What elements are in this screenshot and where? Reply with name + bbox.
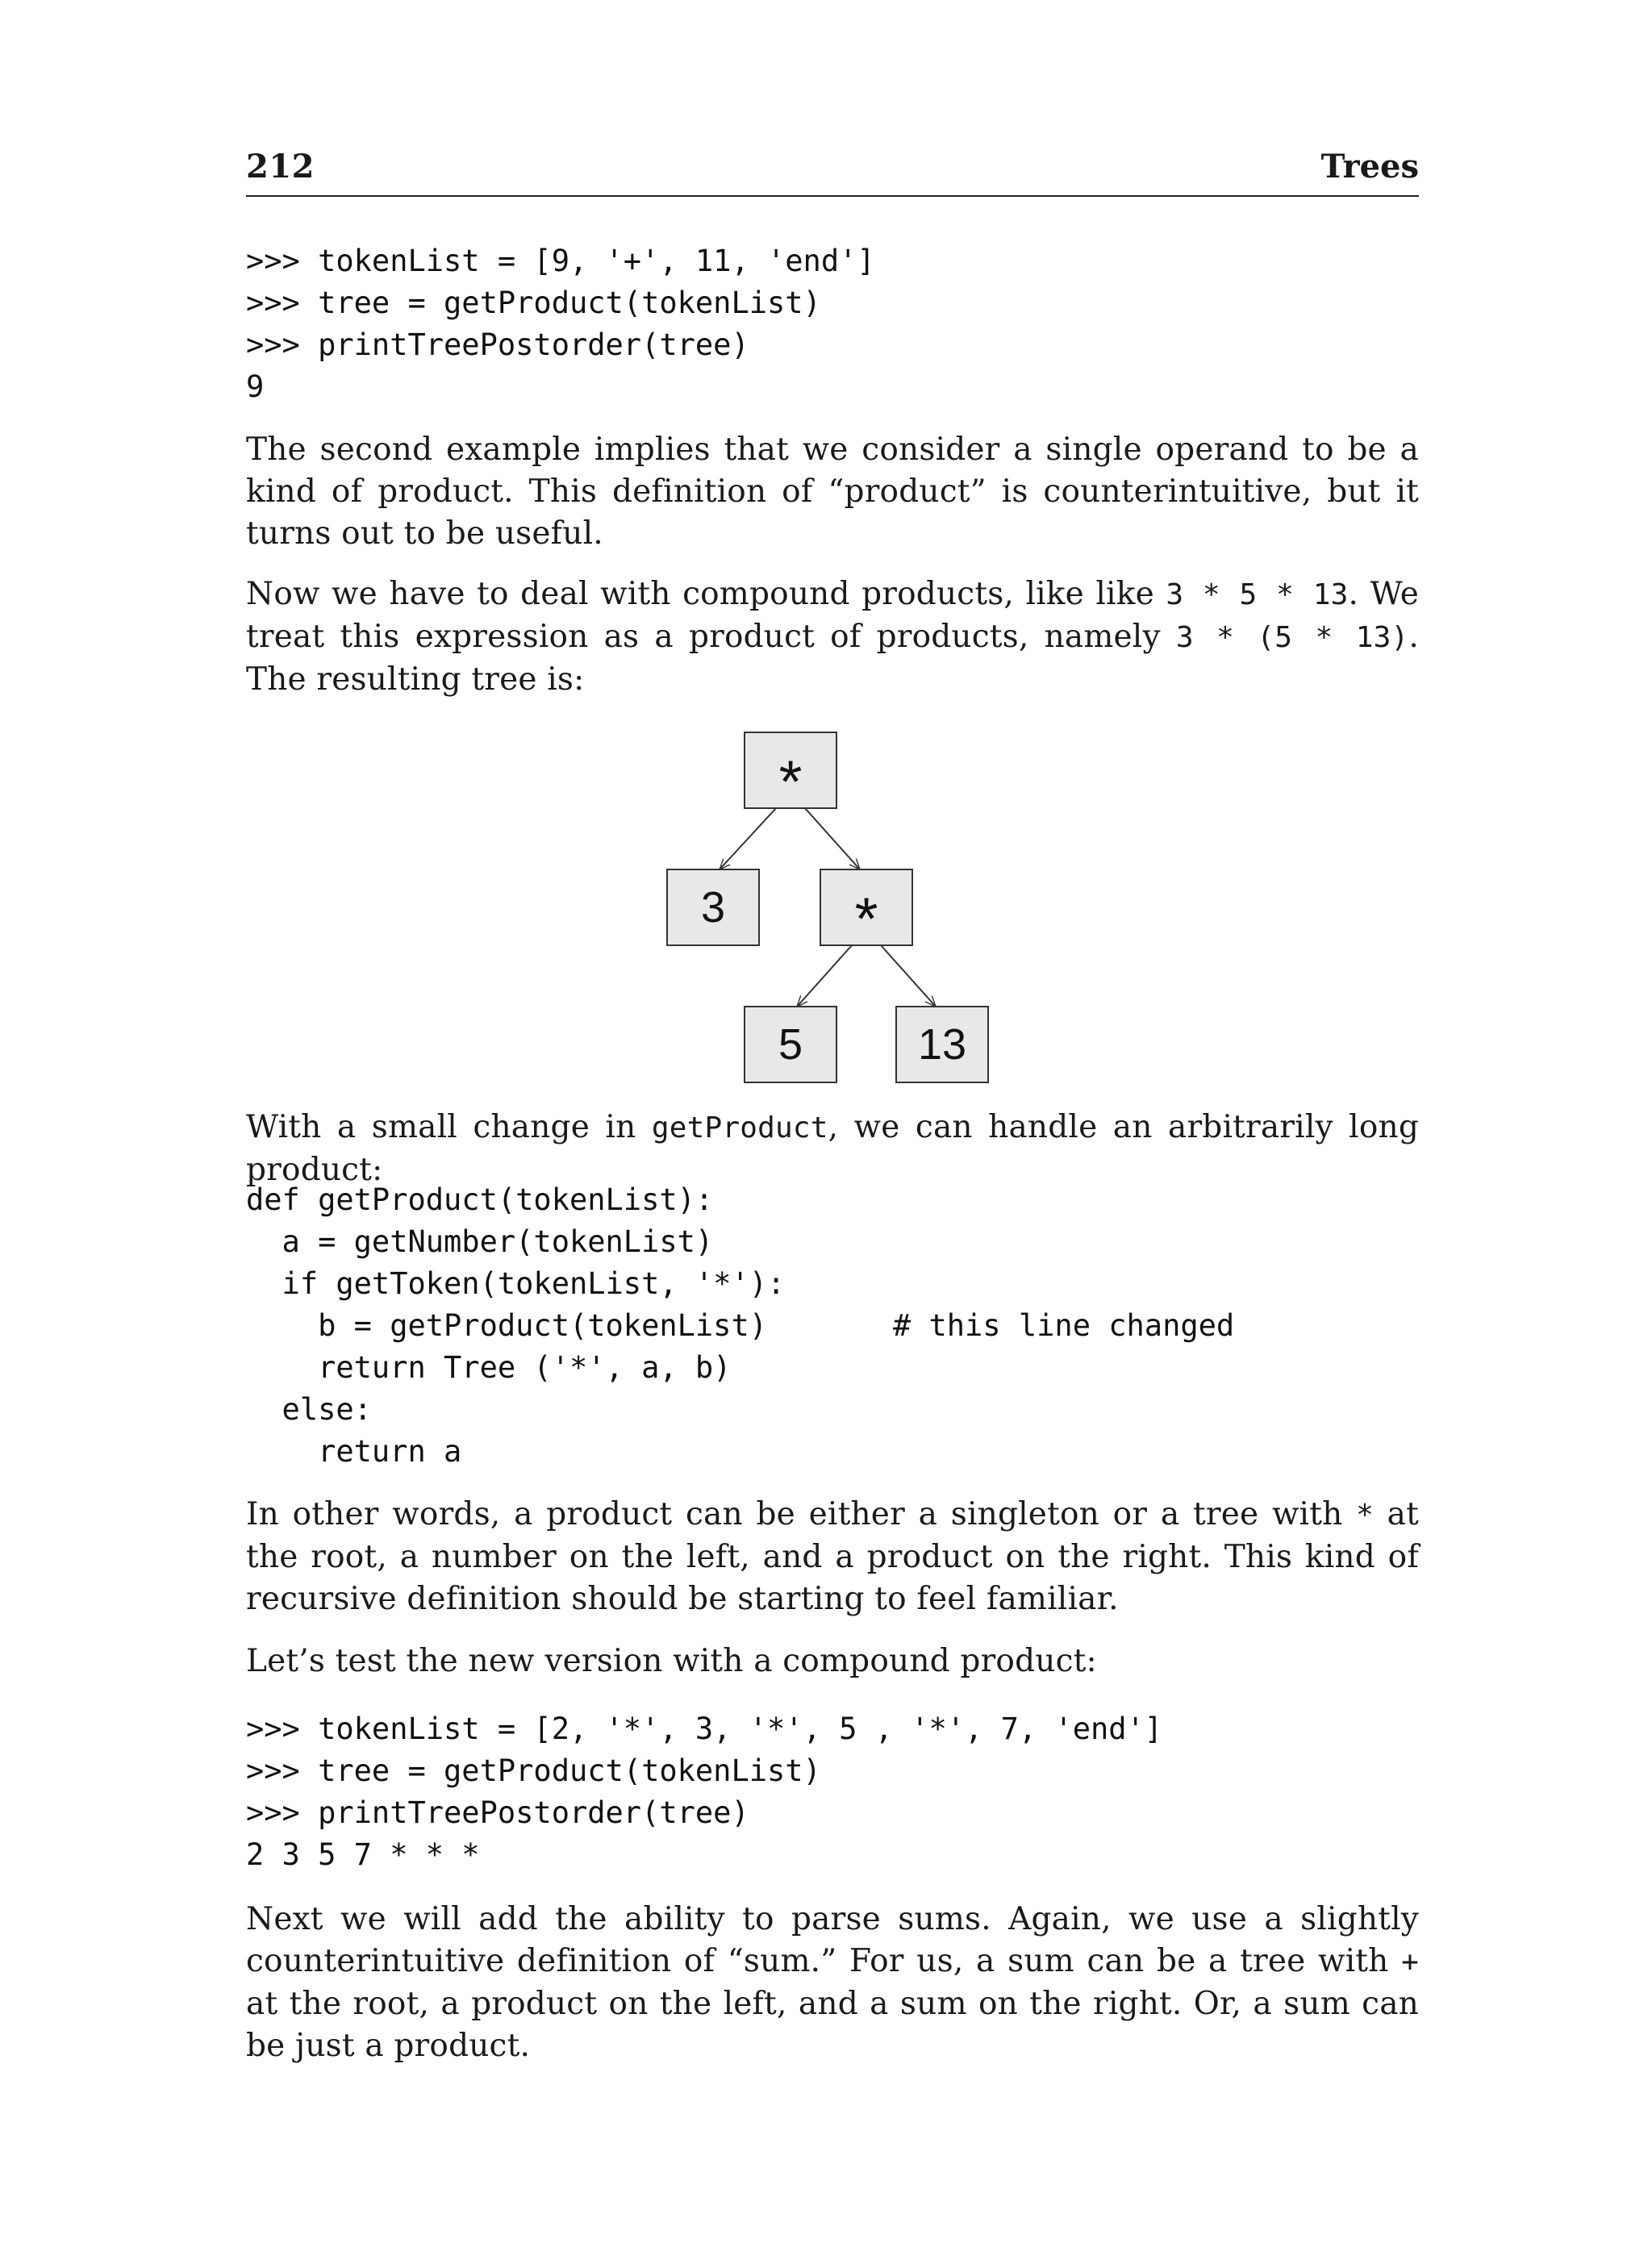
tree-node-label: * xyxy=(778,748,803,815)
code-block-example-1: >>> tokenList = [9, '+', 11, 'end'] >>> tree = getProduct(tokenList) >>> printTreePostorder(tree) 9 xyxy=(246,244,875,404)
paragraph-small-change: With a small change in getProduct, we can handle an arbitrarily long product: xyxy=(246,1109,1419,1188)
tree-node-root xyxy=(745,732,836,815)
paragraph-parse-sums: Next we will add the ability to parse sums. Again, we use a slightly counterintuitive definition of “sum.” For us, a sum can be a tree with + at the root, a product on the left, and a sum on the right. Or, a sum can be just a product. xyxy=(246,1901,1419,2064)
chapter-title: Trees xyxy=(1320,148,1419,186)
tree-node-right xyxy=(820,869,912,953)
tree-node-rr xyxy=(896,1007,988,1082)
code-block-example-2: >>> tokenList = [2, '*', 3, '*', 5 , '*', 7, 'end'] >>> tree = getProduct(tokenList) >>> printTreePostorder(tree) 2 3 5 7 * * * xyxy=(246,1712,1163,1872)
tree-node-left xyxy=(667,869,759,945)
inline-code: 3 * 5 * 13 xyxy=(1166,578,1349,611)
tree-edge xyxy=(881,945,936,1007)
inline-code: + xyxy=(1401,1945,1419,1978)
inline-code: * xyxy=(1356,1499,1374,1532)
tree-node-label: 3 xyxy=(700,883,726,932)
tree-node-label: 13 xyxy=(917,1020,967,1069)
tree-node-rl xyxy=(745,1007,836,1082)
inline-code: 3 * (5 * 13) xyxy=(1175,621,1409,654)
paragraph-lets-test: Let’s test the new version with a compound product: xyxy=(246,1643,1097,1679)
tree-edge xyxy=(797,945,852,1007)
tree-node-label: * xyxy=(854,885,878,953)
page-number: 212 xyxy=(246,148,315,186)
inline-code: getProduct xyxy=(651,1111,828,1145)
tree-node-label: 5 xyxy=(778,1020,803,1069)
tree-edge xyxy=(720,808,776,869)
tree-edge xyxy=(805,808,860,869)
paragraph-compound-products: Now we have to deal with compound products, like like 3 * 5 * 13. We treat this expression as a product of products, namely 3 * (5 * 13). The resulting tree is: xyxy=(246,576,1419,698)
code-block-getproduct: def getProduct(tokenList): a = getNumber(tokenList) if getToken(tokenList, '*'): b = getProduct(tokenList) # this line changed return Tree ('*', a, b) else: return a xyxy=(246,1182,1235,1469)
paragraph-in-other-words: In other words, a product can be either a singleton or a tree with * at the root, a number on the left, and a product on the right. This kind of recursive definition should be starting to feel familiar. xyxy=(246,1496,1420,1617)
paragraph-single-operand: The second example implies that we consider a single operand to be a kind of product. This definition of “product” is counterintuitive, but it turns out to be useful. xyxy=(246,432,1419,552)
